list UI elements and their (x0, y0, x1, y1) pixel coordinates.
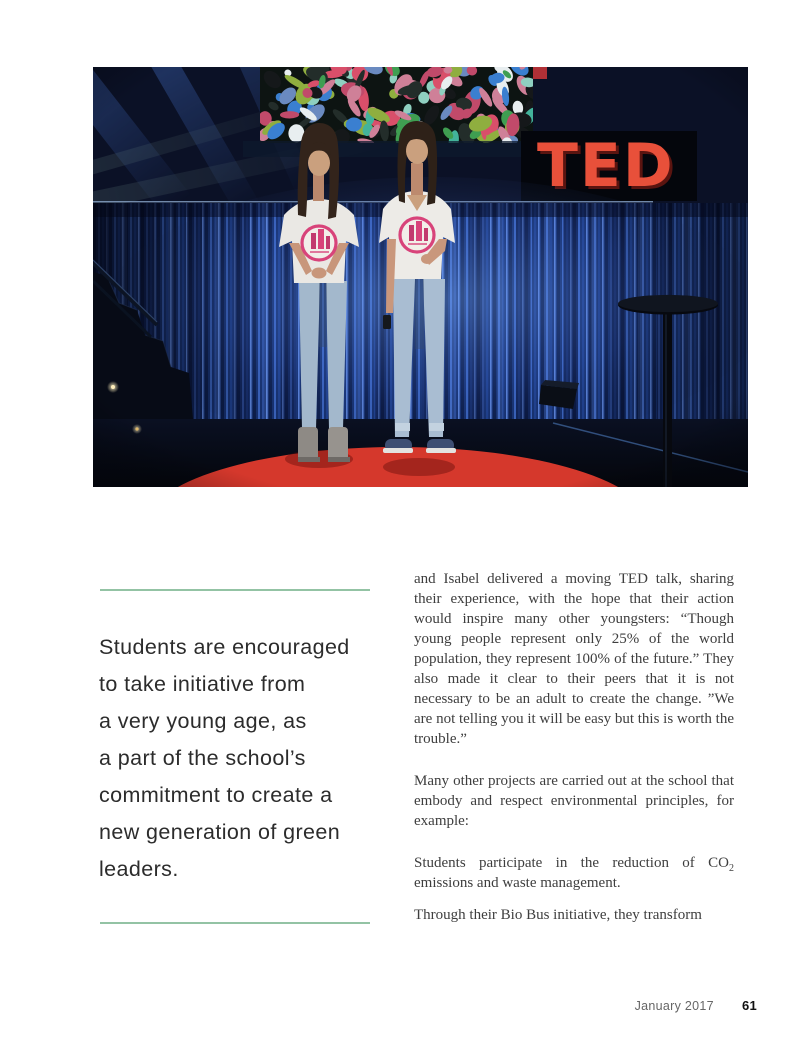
subscript: 2 (729, 863, 734, 874)
article-column (414, 569, 734, 925)
article-paragraph (414, 853, 734, 893)
page-number: 61 (741, 998, 757, 1013)
quote-rule-top (100, 589, 370, 591)
pull-quote-line: new generation of green (99, 820, 341, 844)
pull-quote-line: to take initiative from (99, 672, 306, 696)
paragraph-text: emissions and waste management. (414, 875, 621, 891)
quote-rule-bottom (100, 922, 370, 924)
pull-quote-line: leaders. (99, 857, 179, 881)
pull-quote-line: a part of the school’s (99, 746, 306, 770)
page-footer (635, 998, 757, 1013)
pull-quote (99, 629, 384, 888)
ted-stage-photo (93, 67, 748, 487)
photo-vignette (93, 67, 748, 487)
issue-date: January 2017 (634, 999, 714, 1013)
article-paragraph: Through their Bio Bus initiative, they transform (414, 907, 702, 923)
pull-quote-line: commitment to create a (99, 783, 333, 807)
pull-quote-line: a very young age, as (99, 709, 307, 733)
article-paragraph: and Isabel delivered a moving TED talk, sharing their experience, with the hope that their action would inspire many other youngsters: “Though young people represent only 25% of the world population, they represent 100% of the future.” They also made it clear to their peers that it is not necessary to be an adult to create the change. ”We are not telling you it will be easy but this is worth the trouble.” (414, 571, 734, 747)
ted-stage-photo-art (93, 67, 748, 487)
pull-quote-line: Students are encouraged (99, 635, 350, 659)
paragraph-text: Students participate in the reduction of CO (414, 855, 729, 871)
article-paragraph: Many other projects are carried out at the school that embody and respect environmental principles, for example: (414, 773, 734, 829)
